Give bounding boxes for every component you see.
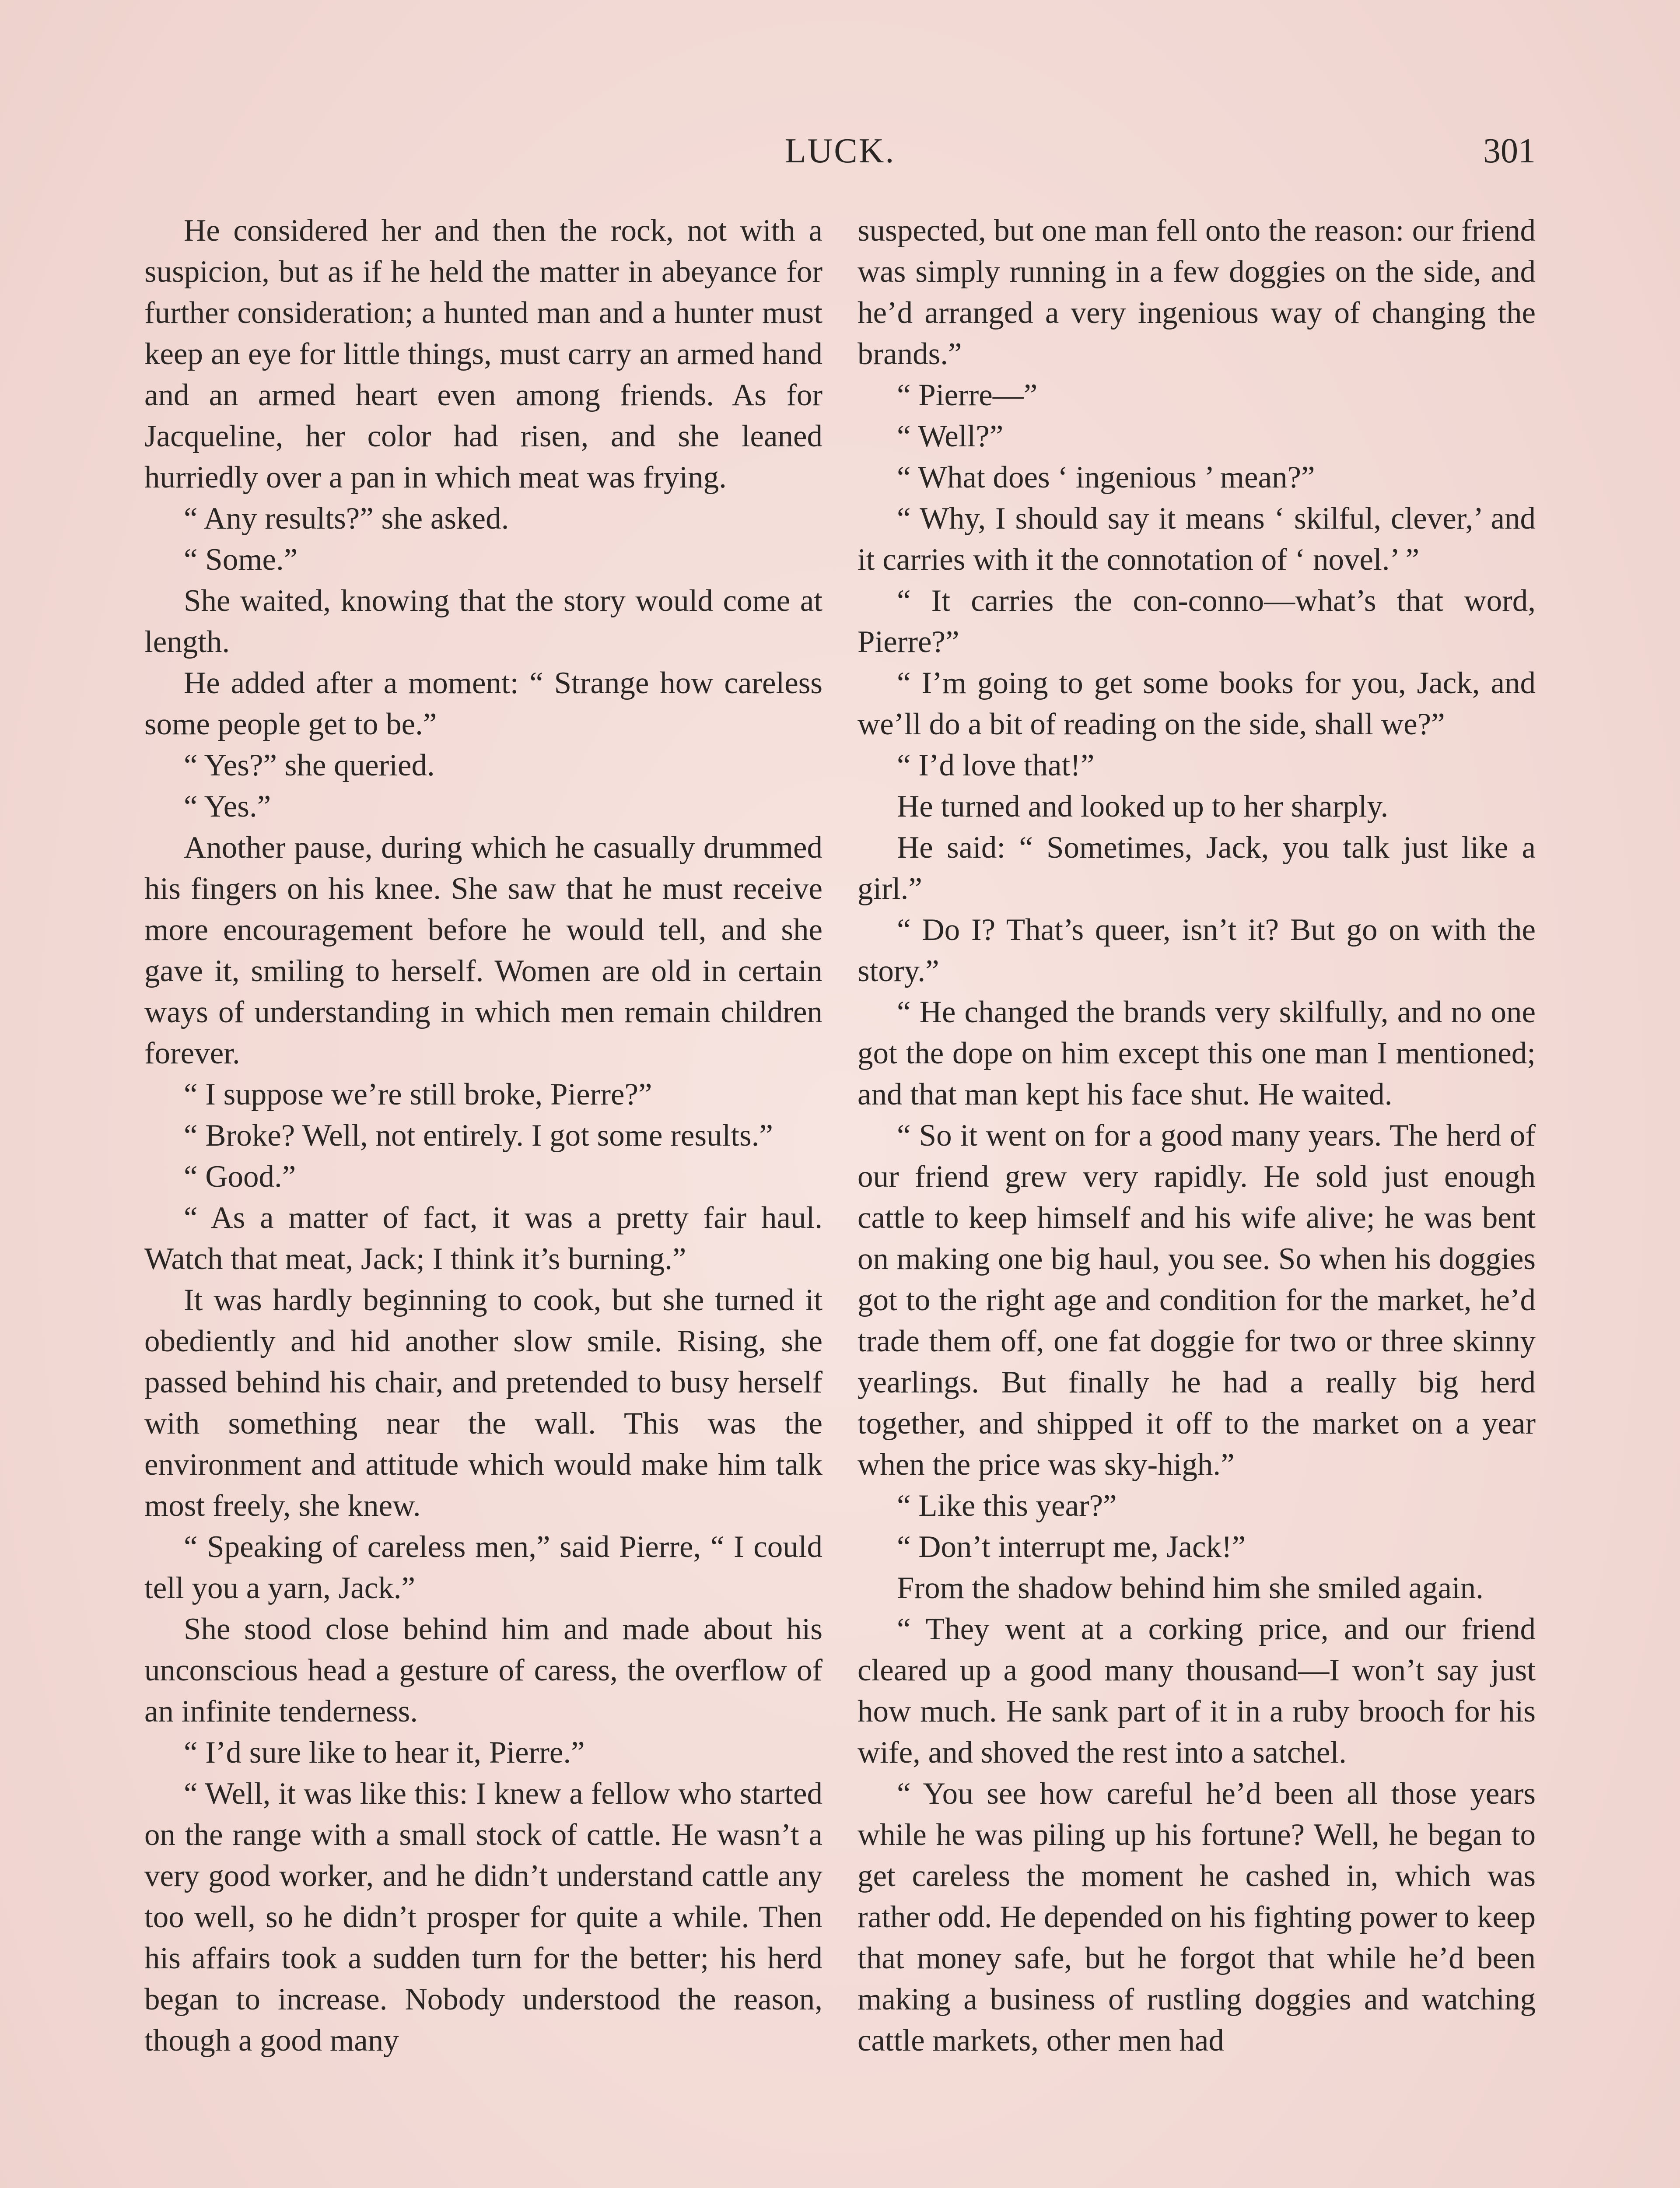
paragraph: “ You see how careful he’d been all those years while he was piling up his fortune? Well, he began to get careless the moment he cashed in, which was rather odd. He depended on his fighting power to keep that money safe, but he forgot that while he’d been making a business of rustling doggies and watching cattle markets, other men had <box>858 1777 1536 2058</box>
paragraph: “ So it went on for a good many years. The herd of our friend grew very rapidly. He sold just enough cattle to keep himself and his wife alive; he was bent on making one big haul, you see. So when his doggies got to the right age and condition for the market, he’d trade them off, one fat doggie for two or three skinny yearlings. But finally he had a really big herd together, and shipped it off to the market on a year when the price was sky-high.” <box>858 1119 1536 1482</box>
page-header <box>144 131 1536 179</box>
paragraph: “ Do I? That’s queer, isn’t it? But go on with the story.” <box>858 913 1536 988</box>
running-head: LUCK. <box>784 132 896 170</box>
right-column <box>858 210 1536 2188</box>
paragraph: “ Good.” <box>184 1160 296 1194</box>
paragraph: “ He changed the brands very skilfully, and no one got the dope on him except this one man I mentioned; and that man kept his face shut. He waited. <box>858 995 1536 1112</box>
paragraph: “ Yes.” <box>184 789 271 824</box>
paragraph: She waited, knowing that the story would come at length. <box>144 584 822 659</box>
paragraph: “ What does ‘ ingenious ’ mean?” <box>897 460 1315 494</box>
paragraph: “ Well?” <box>897 419 1004 453</box>
paragraph: He turned and looked up to her sharply. <box>897 789 1389 824</box>
paragraph: “ I’m going to get some books for you, Jack, and we’ll do a bit of reading on the side, shall we?” <box>858 666 1536 741</box>
paragraph: He added after a moment: “ Strange how careless some people get to be.” <box>144 666 822 741</box>
paragraph: He considered her and then the rock, not with a suspicion, but as if he held the matter in abeyance for further consideration; a hunted man and a hunter must keep an eye for little things, must carry an armed hand and an armed heart even among friends. As for Jacqueline, her color had risen, and she leaned hurriedly over a pan in which meat was frying. <box>144 214 822 494</box>
paragraph: From the shadow behind him she smiled again. <box>897 1571 1484 1605</box>
paragraph: “ Speaking of careless men,” said Pierre, “ I could tell you a yarn, Jack.” <box>144 1530 822 1605</box>
paragraph: “ I suppose we’re still broke, Pierre?” <box>184 1077 652 1112</box>
paragraph: “ Pierre—” <box>897 378 1038 412</box>
paragraph: “ Don’t interrupt me, Jack!” <box>897 1530 1246 1564</box>
paragraph: “ Some.” <box>184 543 298 577</box>
page-number: 301 <box>1483 132 1536 170</box>
paragraph: He said: “ Sometimes, Jack, you talk just like a girl.” <box>858 831 1536 906</box>
paragraph: “ Why, I should say it means ‘ skilful, clever,’ and it carries with it the connotation of ‘ novel.’ ” <box>858 501 1536 577</box>
paragraph: “ I’d sure like to hear it, Pierre.” <box>184 1736 585 1770</box>
paragraph: “ Like this year?” <box>897 1489 1117 1523</box>
paragraph: “ It carries the con-conno—what’s that word, Pierre?” <box>858 584 1536 659</box>
paragraph: She stood close behind him and made about his unconscious head a gesture of caress, the overflow of an infinite tenderness. <box>144 1612 822 1729</box>
paragraph: “ As a matter of fact, it was a pretty fair haul. Watch that meat, Jack; I think it’s burning.” <box>144 1201 822 1276</box>
paragraph: Another pause, during which he casually drummed his fingers on his knee. She saw that he must receive more encouragement before he would tell, and she gave it, smiling to herself. Women are old in certain ways of understanding in which men remain children forever. <box>144 831 822 1070</box>
paragraph: “ Any results?” she asked. <box>184 501 509 536</box>
text-columns <box>144 210 1536 2188</box>
paragraph: It was hardly beginning to cook, but she turned it obediently and hid another slow smile. Rising, she passed behind his chair, and pretended to busy herself with something near the wall. This was the environment and attitude which would make him talk most freely, she knew. <box>144 1283 822 1523</box>
left-column <box>144 210 822 2188</box>
paragraph: “ Well, it was like this: I knew a fellow who started on the range with a small stock of cattle. He wasn’t a very good worker, and he didn’t understand cattle any too well, so he didn’t prosper for quite a while. Then his affairs took a sudden turn for the better; his herd began to increase. Nobody understood the reason, though a good many <box>144 1777 822 2058</box>
paragraph: suspected, but one man fell onto the reason: our friend was simply running in a few doggies on the side, and he’d arranged a very ingenious way of changing the brands.” <box>858 214 1536 371</box>
paragraph: “ I’d love that!” <box>897 748 1095 782</box>
paragraph: “ They went at a corking price, and our friend cleared up a good many thousand—I won’t say just how much. He sank part of it in a ruby brooch for his wife, and shoved the rest into a satchel. <box>858 1612 1536 1770</box>
paragraph: “ Yes?” she queried. <box>184 748 435 782</box>
paragraph: “ Broke? Well, not entirely. I got some results.” <box>184 1119 773 1153</box>
